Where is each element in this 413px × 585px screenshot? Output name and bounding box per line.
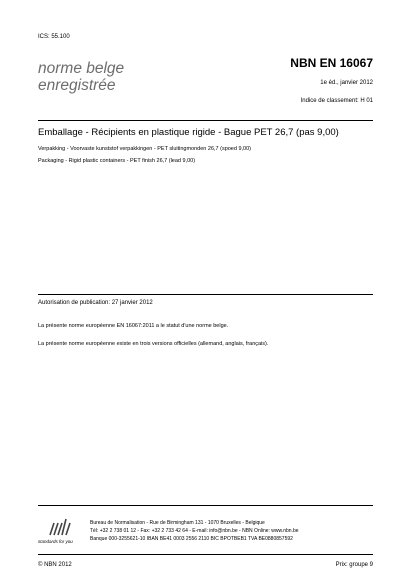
versions-note: La présente norme européenne existe en trois versions officielles (allemand, anglais, français). xyxy=(38,341,269,347)
title-french: Emballage - Récipients en plastique rigide - Bague PET 26,7 (pas 9,00) xyxy=(38,127,339,138)
norme-line-1: norme belge xyxy=(38,60,125,77)
footer-address: Bureau de Normalisation - Rue de Birmingham 131 - 1070 Bruxelles - Belgique xyxy=(90,520,265,526)
logo-caption: standards for you xyxy=(38,539,73,544)
ics-code: ICS: 55.100 xyxy=(38,34,70,40)
norme-belge-label xyxy=(38,60,124,94)
status-note: La présente norme européenne EN 16067:2011 a le statut d'une norme belge. xyxy=(38,323,229,329)
footer-bank: Banque 000-3255621-10 IBAN BE41 0003 2556 2110 BIC BPOTBEB1 TVA BE0880857592 xyxy=(90,536,293,542)
publication-authorisation: Autorisation de publication: 27 janvier 2012 xyxy=(38,300,153,306)
title-dutch: Verpakking - Voorvaste kunststof verpakkingen - PET sluitingmonden 26,7 (spoed 9,00) xyxy=(38,146,251,152)
middle-divider xyxy=(38,294,373,295)
nbn-logo xyxy=(38,513,78,547)
edition-date: 1e éd., janvier 2012 xyxy=(320,80,373,86)
standard-id: NBN EN 16067 xyxy=(290,56,373,70)
title-english: Packaging - Rigid plastic containers - PET finish 26,7 (lead 9,00) xyxy=(38,158,196,164)
footer-contact: Tél: +32 2 738 01 12 - Fax: +32 2 733 42 64 - E-mail: info@nbn.be - NBN Online: www.nbn.be xyxy=(90,528,299,534)
classification-index: Indice de classement: H 01 xyxy=(300,98,373,104)
norme-line-2: enregistrée xyxy=(38,77,116,94)
price-group: Prix: groupe 9 xyxy=(335,562,373,568)
top-divider xyxy=(38,120,373,121)
footer-divider xyxy=(38,505,373,506)
copyright: © NBN 2012 xyxy=(38,562,72,568)
bottom-divider xyxy=(38,554,373,555)
